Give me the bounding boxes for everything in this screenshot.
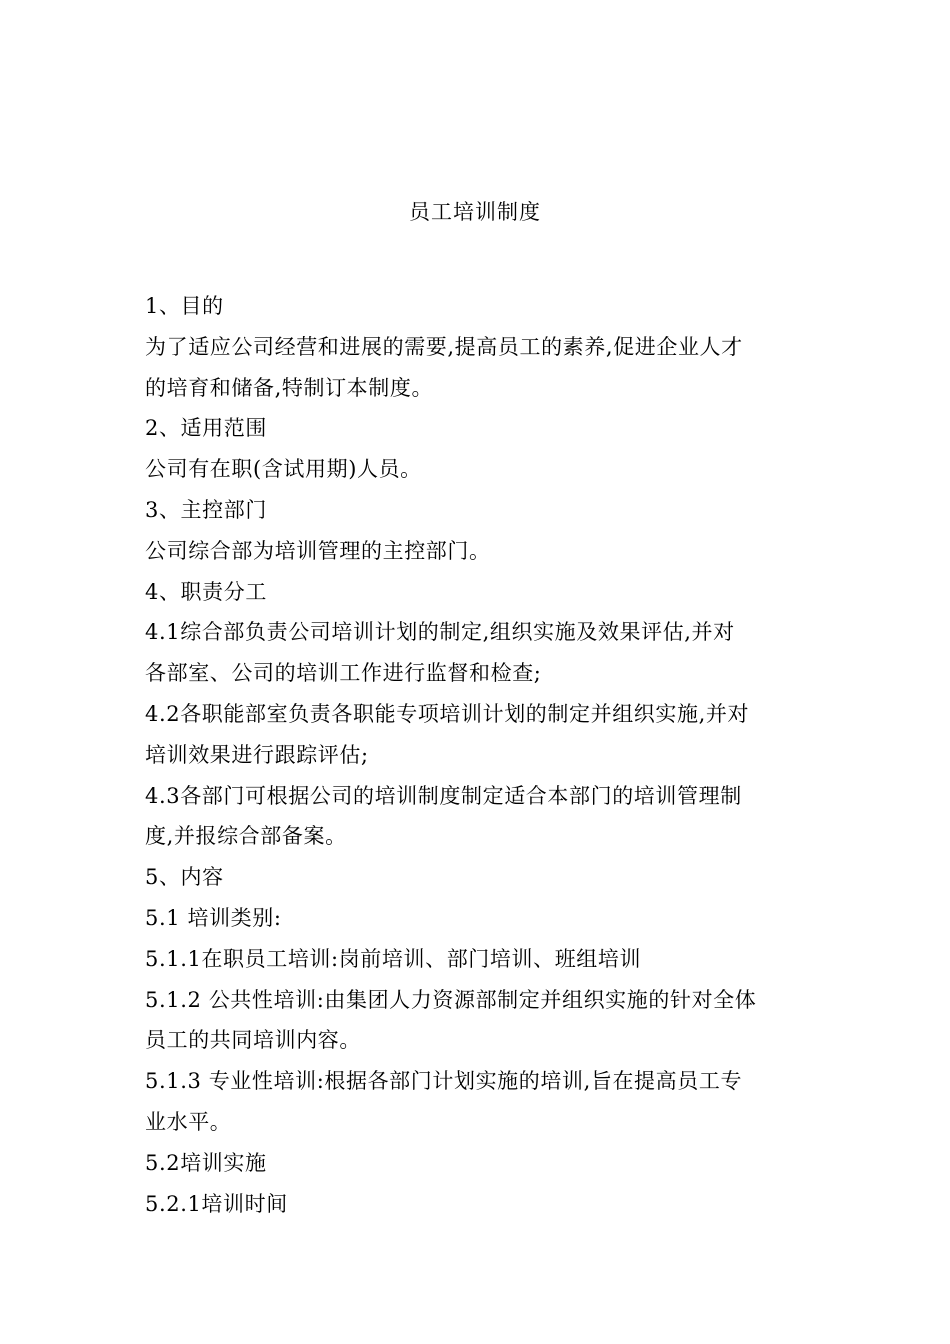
body-line: 公司综合部为培训管理的主控部门。: [145, 538, 491, 563]
document-title: 员工培训制度: [409, 200, 541, 224]
section-heading-department: 3、主控部门: [145, 497, 267, 522]
document-body: [145, 286, 815, 1224]
body-line: 5.1.2 公共性培训:由集团人力资源部制定并组织实施的针对全体: [145, 987, 757, 1012]
body-line: 5.1.1在职员工培训:岗前培训、部门培训、班组培训: [145, 946, 642, 971]
section-heading-purpose: 1、目的: [145, 294, 224, 318]
subsection-heading: 5.2培训实施: [145, 1150, 267, 1175]
body-line: 员工的共同培训内容。: [145, 1028, 361, 1053]
section-heading-scope: 2、适用范围: [145, 416, 267, 441]
body-line: 的培育和储备,特制订本制度。: [145, 375, 434, 400]
body-line: 4.1综合部负责公司培训计划的制定,组织实施及效果评估,并对: [145, 620, 735, 645]
body-line: 培训效果进行跟踪评估;: [145, 742, 369, 767]
subsection-heading: 5.1 培训类别:: [145, 905, 282, 930]
subsection-heading: 5.2.1培训时间: [145, 1191, 288, 1216]
body-line: 4.2各职能部室负责各职能专项培训计划的制定并组织实施,并对: [145, 701, 750, 726]
body-line: 各部室、公司的培训工作进行监督和检查;: [145, 661, 542, 686]
body-line: 4.3各部门可根据公司的培训制度制定适合本部门的培训管理制: [145, 783, 742, 808]
body-line: 5.1.3 专业性培训:根据各部门计划实施的培训,旨在提高员工专: [145, 1069, 743, 1094]
body-line: 为了适应公司经营和进展的需要,提高员工的素养,促进企业人才: [145, 334, 743, 359]
body-line: 公司有在职(含试用期)人员。: [145, 457, 422, 482]
body-line: 业水平。: [145, 1109, 232, 1134]
body-line: 度,并报综合部备案。: [145, 824, 347, 849]
section-heading-content: 5、内容: [145, 865, 224, 890]
section-heading-responsibilities: 4、职责分工: [145, 579, 267, 604]
